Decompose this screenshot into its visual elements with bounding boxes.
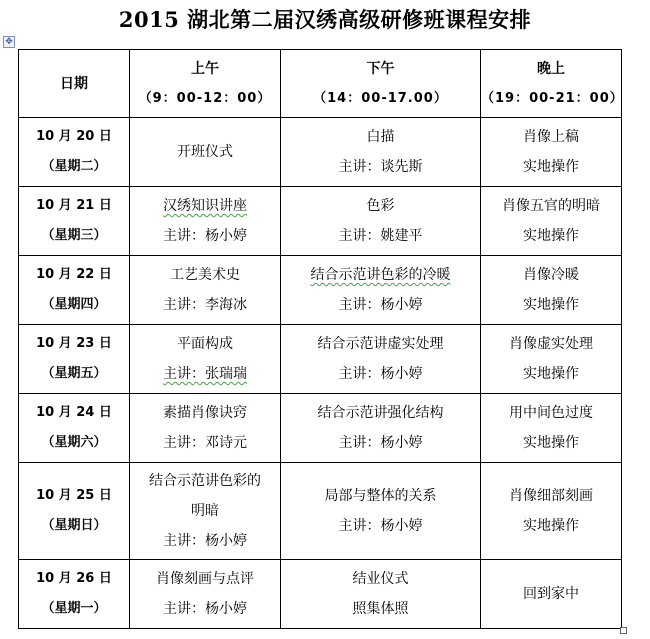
date-cell: 10 月 21 日 （星期三） <box>19 187 130 256</box>
page-title: 2015 湖北第二届汉绣高级研修班课程安排 <box>118 7 532 32</box>
afternoon-cell: 局部与整体的关系 主讲：杨小婷 <box>281 463 481 560</box>
table-row <box>19 394 622 463</box>
table-row <box>19 187 622 256</box>
table-row <box>19 560 622 629</box>
evening-cell: 用中间色过度 实地操作 <box>481 394 622 463</box>
afternoon-cell: 白描 主讲：谈先斯 <box>281 118 481 187</box>
evening-cell: 肖像虚实处理 实地操作 <box>481 325 622 394</box>
afternoon-cell: 色彩 主讲：姚建平 <box>281 187 481 256</box>
table-move-handle-icon[interactable]: ✥ <box>3 36 15 48</box>
date-cell: 10 月 26 日 （星期一） <box>19 560 130 629</box>
morning-cell: 肖像刻画与点评 主讲：杨小婷 <box>130 560 281 629</box>
morning-cell: 开班仪式 <box>130 118 281 187</box>
evening-cell: 肖像细部刻画 实地操作 <box>481 463 622 560</box>
afternoon-cell: 结合示范讲虚实处理 主讲：杨小婷 <box>281 325 481 394</box>
date-cell: 10 月 24 日 （星期六） <box>19 394 130 463</box>
morning-cell: 结合示范讲色彩的 明暗 主讲：杨小婷 <box>130 463 281 560</box>
evening-cell: 回到家中 <box>481 560 622 629</box>
morning-cell: 素描肖像诀窍 主讲：邓诗元 <box>130 394 281 463</box>
table-row <box>19 463 622 560</box>
table-row <box>19 256 622 325</box>
header-date: 日期 <box>19 50 130 118</box>
schedule-table <box>18 49 622 629</box>
date-cell: 10 月 20 日 （星期二） <box>19 118 130 187</box>
date-cell: 10 月 25 日 （星期日） <box>19 463 130 560</box>
date-cell: 10 月 22 日 （星期四） <box>19 256 130 325</box>
date-cell: 10 月 23 日 （星期五） <box>19 325 130 394</box>
header-row <box>19 50 622 118</box>
afternoon-cell: 结合示范讲强化结构 主讲：杨小婷 <box>281 394 481 463</box>
header-morning: 上午 （9：00-12：00） <box>130 50 281 118</box>
morning-cell: 工艺美术史 主讲：李海冰 <box>130 256 281 325</box>
table-row <box>19 118 622 187</box>
table-resize-handle[interactable] <box>620 627 627 634</box>
morning-cell: 汉绣知识讲座 主讲：杨小婷 <box>130 187 281 256</box>
afternoon-cell: 结合示范讲色彩的冷暖 主讲：杨小婷 <box>281 256 481 325</box>
evening-cell: 肖像五官的明暗 实地操作 <box>481 187 622 256</box>
header-evening: 晚上 （19：00-21：00） <box>481 50 622 118</box>
evening-cell: 肖像冷暖 实地操作 <box>481 256 622 325</box>
afternoon-cell: 结业仪式 照集体照 <box>281 560 481 629</box>
evening-cell: 肖像上稿 实地操作 <box>481 118 622 187</box>
table-row <box>19 325 622 394</box>
morning-cell: 平面构成 主讲：张瑞瑞 <box>130 325 281 394</box>
header-afternoon: 下午 （14：00-17.00） <box>281 50 481 118</box>
